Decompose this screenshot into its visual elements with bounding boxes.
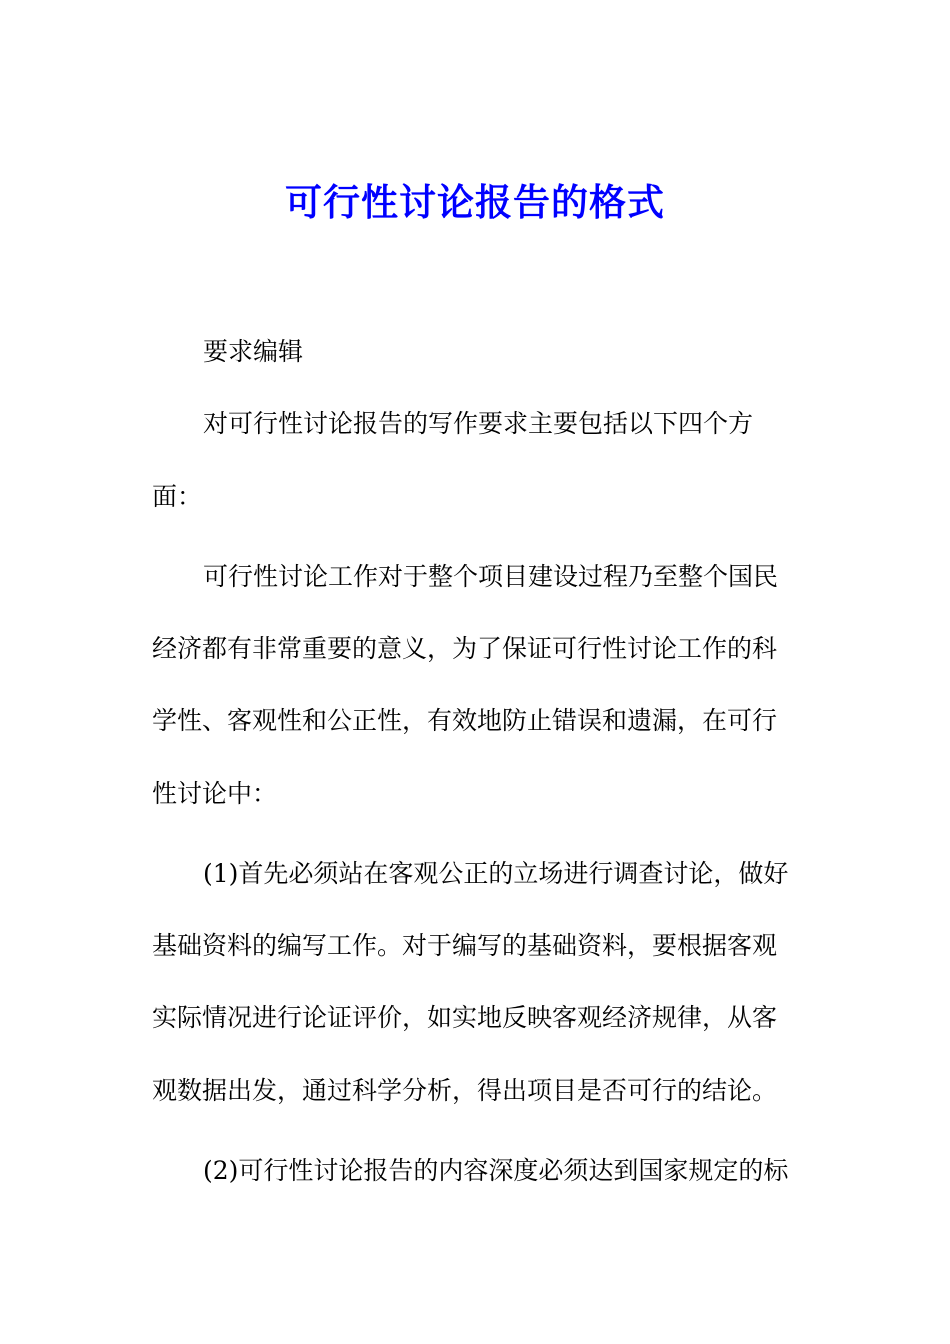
paragraph-line: 实际情况进行论证评价，如实地反映客观经济规律，从客 bbox=[152, 1003, 778, 1032]
paragraph-line: 基础资料的编写工作。对于编写的基础资料，要根据客观 bbox=[152, 931, 778, 960]
paragraph-line: (2)可行性讨论报告的内容深度必须达到国家规定的标 bbox=[203, 1156, 789, 1185]
paragraph-line: 经济都有非常重要的意义，为了保证可行性讨论工作的科 bbox=[152, 634, 778, 663]
document-title: 可行性讨论报告的格式 bbox=[285, 180, 665, 224]
paragraph-line: 学性、客观性和公正性，有效地防止错误和遗漏，在可行 bbox=[152, 706, 778, 735]
paragraph-line: 可行性讨论工作对于整个项目建设过程乃至整个国民 bbox=[203, 562, 779, 591]
paragraph-line: 对可行性讨论报告的写作要求主要包括以下四个方 bbox=[203, 409, 754, 438]
paragraph-line: 面： bbox=[152, 482, 203, 511]
section-heading: 要求编辑 bbox=[203, 337, 304, 366]
paragraph-line: 观数据出发，通过科学分析，得出项目是否可行的结论。 bbox=[152, 1076, 778, 1105]
paragraph-line: (1)首先必须站在客观公正的立场进行调查讨论，做好 bbox=[203, 859, 789, 888]
paragraph-line: 性讨论中： bbox=[152, 779, 278, 808]
